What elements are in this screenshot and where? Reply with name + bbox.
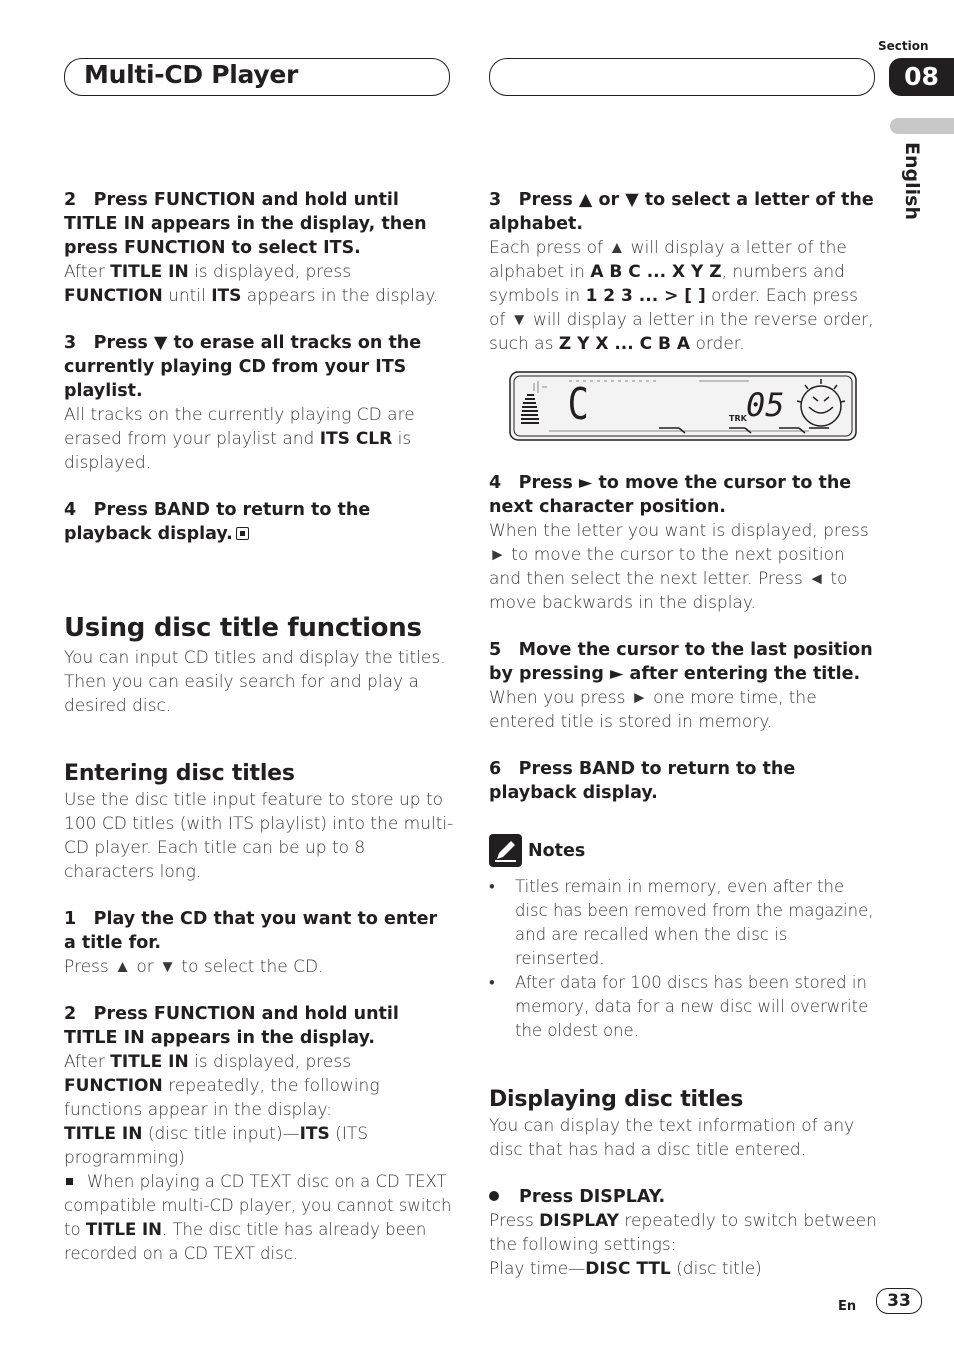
entering-intro: Use the disc title input feature to store up to 100 CD titles (with ITS playlist) into the multi-CD player. Each title can be up to 8 characters long. bbox=[64, 790, 454, 882]
entering-step2-body: After TITLE IN is displayed, press FUNCTION repeatedly, the following functions appear in the display: bbox=[64, 1052, 380, 1120]
subsection-title-entering: Entering disc titles bbox=[64, 761, 295, 786]
lcd-trk-label: TRK bbox=[729, 414, 747, 423]
section-title: Using disc title functions bbox=[64, 613, 422, 643]
step4-body: When the letter you want is displayed, press ► to move the cursor to the next position and then select the next letter. Press ◄ to move backwards in the display. bbox=[489, 521, 869, 613]
section-number-tab: 08 bbox=[889, 58, 954, 96]
entering-step2-heading: 2 Press FUNCTION and hold until TITLE IN appears in the display. bbox=[64, 1004, 399, 1048]
displaying-settings: Play time—DISC TTL (disc title) bbox=[489, 1259, 762, 1279]
left-column bbox=[64, 188, 454, 1266]
note-square-icon bbox=[66, 1178, 73, 1185]
displaying-step-body: Press DISPLAY repeatedly to switch between the following settings: bbox=[489, 1211, 877, 1255]
step6-heading: 6 Press BAND to return to the playback display. bbox=[489, 759, 796, 803]
lcd-character: C bbox=[567, 379, 589, 430]
header-blank-box bbox=[489, 58, 875, 96]
lcd-display-illustration bbox=[509, 371, 857, 441]
notes-item: • After data for 100 discs has been stored in memory, data for a new disc will overwrite the oldest one. bbox=[489, 973, 869, 1040]
entering-step2-functions: TITLE IN (disc title input)—ITS (ITS programming) bbox=[64, 1124, 369, 1168]
displaying-step-heading: Press DISPLAY. bbox=[489, 1185, 879, 1209]
step3-heading: 3 Press ▲ or ▼ to select a letter of the alphabet. bbox=[489, 190, 874, 234]
notes-pencil-icon bbox=[489, 834, 522, 867]
bullet-dot-icon bbox=[489, 1191, 499, 1201]
right-column bbox=[489, 188, 879, 1281]
end-mark-icon bbox=[236, 527, 249, 540]
step-body-its: After TITLE IN is displayed, press FUNCTION until ITS appears in the display. bbox=[64, 262, 439, 306]
step-body-erase: All tracks on the currently playing CD are erased from your playlist and ITS CLR is displayed. bbox=[64, 405, 415, 473]
language-tab-marker bbox=[890, 118, 954, 134]
section-intro: You can input CD titles and display the titles. Then you can easily search for and play a desired disc. bbox=[64, 648, 446, 716]
lcd-track-number: 05 bbox=[746, 386, 785, 424]
language-tab-label: English bbox=[901, 142, 923, 220]
step-heading-its: 2 Press FUNCTION and hold until TITLE IN appears in the display, then press FUNCTION to select ITS. bbox=[64, 190, 427, 258]
subsection-title-displaying: Displaying disc titles bbox=[489, 1087, 744, 1112]
entering-step1-heading: 1 Play the CD that you want to enter a title for. bbox=[64, 909, 438, 953]
step3-body: Each press of ▲ will display a letter of the alphabet in A B C ... X Y Z, numbers and symbols in 1 2 3 ... > [ ] order. Each press of ▼ will display a letter in the reverse order, such as Z Y X ... C B A order. bbox=[489, 238, 874, 354]
step-heading-erase: 3 Press ▼ to erase all tracks on the currently playing CD from your ITS playlist. bbox=[64, 333, 422, 401]
lcd-display-graphic bbox=[509, 371, 857, 441]
section-label: Section bbox=[878, 39, 929, 53]
step-heading-band: 4 Press BAND to return to the playback display. bbox=[64, 500, 371, 544]
notes-title: Notes bbox=[528, 840, 586, 861]
step5-heading: 5 Move the cursor to the last position by pressing ► after entering the title. bbox=[489, 640, 873, 684]
step5-body: When you press ► one more time, the entered title is stored in memory. bbox=[489, 688, 817, 732]
step4-heading: 4 Press ► to move the cursor to the next character position. bbox=[489, 473, 852, 517]
notes-header bbox=[489, 834, 879, 867]
footer-language: En bbox=[838, 1299, 857, 1314]
entering-step2-note: When playing a CD TEXT disc on a CD TEXT compatible multi-CD player, you cannot switch to TITLE IN. The disc title has already been recorded on a CD TEXT disc. bbox=[64, 1172, 452, 1263]
entering-step1-body: Press ▲ or ▼ to select the CD. bbox=[64, 957, 324, 977]
page-header-title: Multi-CD Player bbox=[84, 60, 299, 89]
page-number: 33 bbox=[876, 1288, 922, 1314]
displaying-intro: You can display the text information of any disc that has had a disc title entered. bbox=[489, 1116, 855, 1160]
notes-item: • Titles remain in memory, even after the disc has been removed from the magazine, and are recalled when the disc is reinserted. bbox=[489, 877, 874, 968]
